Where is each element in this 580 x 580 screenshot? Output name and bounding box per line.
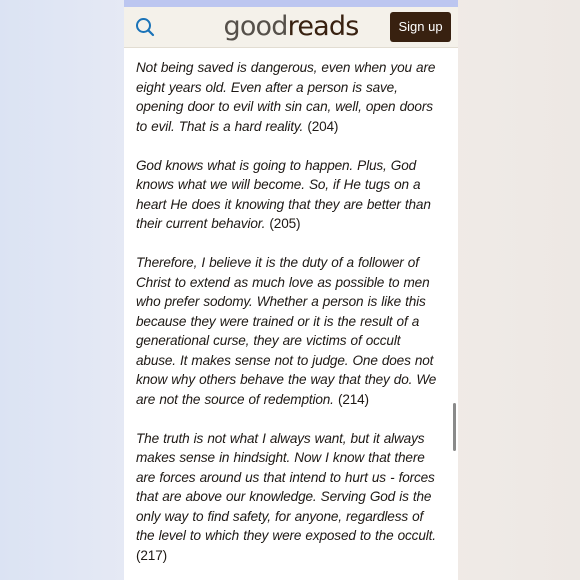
quote-item bbox=[136, 253, 442, 409]
quote-page-ref: (205) bbox=[269, 216, 301, 231]
quote-item bbox=[136, 156, 442, 234]
quotes-list bbox=[136, 58, 442, 580]
quote-page-ref: (217) bbox=[136, 547, 167, 563]
scrollbar-thumb[interactable] bbox=[453, 403, 456, 451]
sign-up-button[interactable]: Sign up bbox=[390, 12, 451, 42]
quote-text: God knows what is going to happen. Plus, God knows what we will become. So, if He tugs on a heart He does it knowing that they are better than their current behavior. bbox=[136, 157, 431, 231]
logo-good-text: good bbox=[223, 11, 288, 42]
status-strip bbox=[124, 0, 458, 7]
quote-item bbox=[136, 58, 442, 136]
quote-text: The truth is not what I always want, but it always makes sense in hindsight. Now I know that there are forces around us that intend to hurt us - forces that are above our knowledge. Serving God is the only way to find safety, for anyone, regardless of the level to which they were exposed to the occult. bbox=[136, 430, 436, 543]
phone-screen bbox=[124, 0, 458, 580]
logo-reads-text: reads bbox=[287, 11, 359, 42]
quote-page-ref: (214) bbox=[337, 391, 369, 407]
app-header bbox=[124, 7, 458, 48]
quote-text: Therefore, I believe it is the duty of a follower of Christ to extend as much love as possible to men who prefer sodomy. Whether a person is like this because they were trained or it is the result of a generational curse, they are victims of occult abuse. It makes sense not to judge. One does not know why others behave the way that they do. We are not the source of redemption. bbox=[136, 255, 437, 407]
quote-text: Not being saved is dangerous, even when you are eight years old. Even after a person is save, opening door to evil with sin can, well, open doors to evil. That is a hard reality. bbox=[136, 60, 436, 134]
quote-page-ref: (204) bbox=[307, 118, 339, 134]
quote-item bbox=[136, 429, 442, 566]
